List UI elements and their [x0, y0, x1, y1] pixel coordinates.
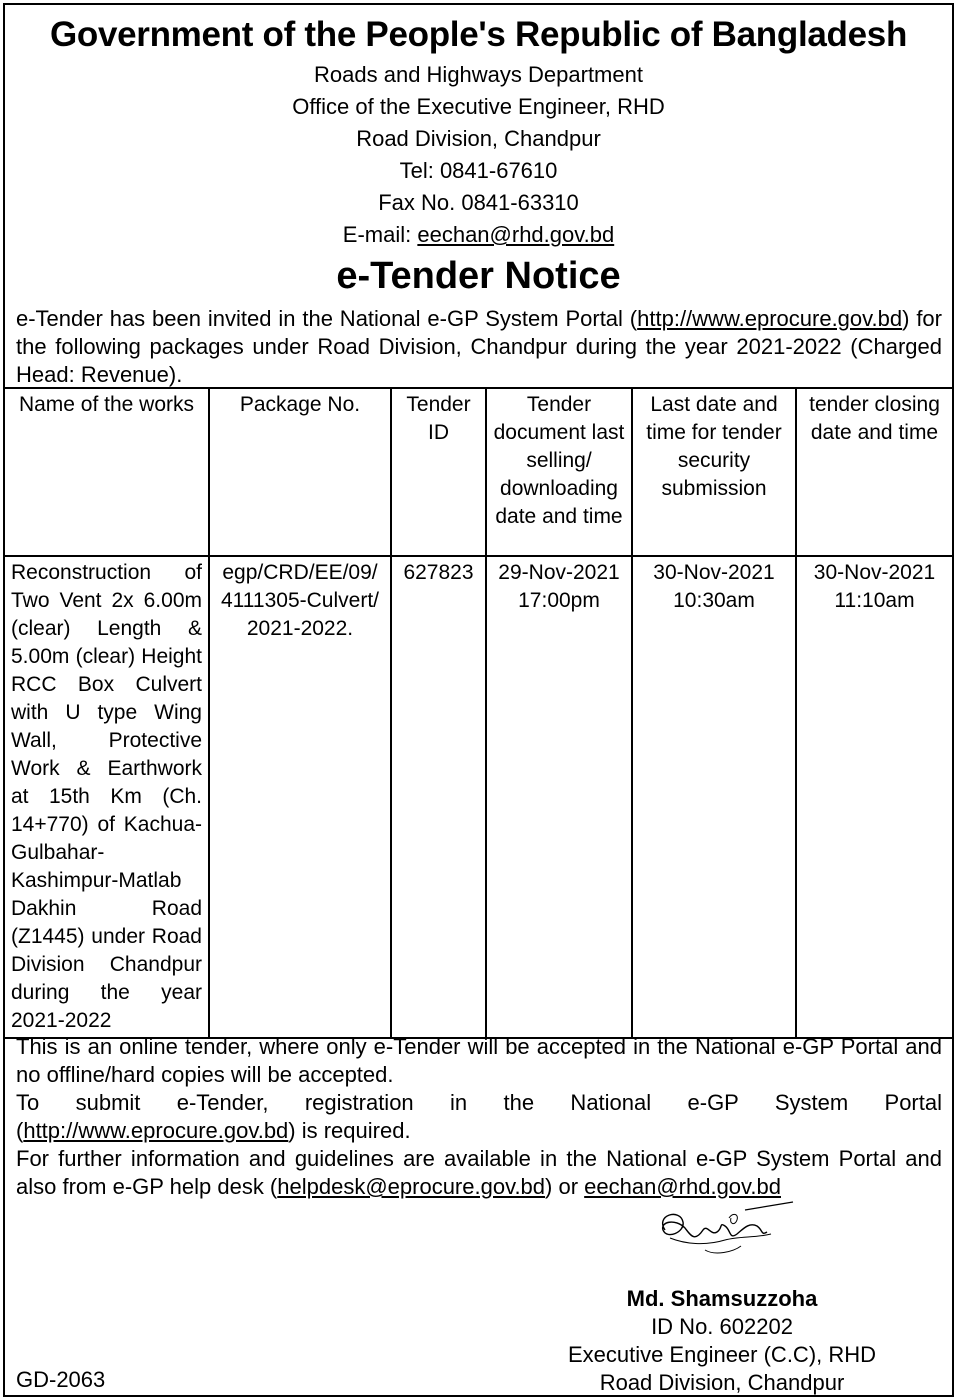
notice-title: e-Tender Notice: [336, 255, 621, 297]
header-tender-id: Tender ID: [391, 388, 486, 556]
fax-line: Fax No. 0841-63310: [378, 190, 579, 215]
department-line: Roads and Highways Department: [314, 62, 643, 87]
tender-notice-page: [3, 3, 954, 1397]
gd-code: GD-2063: [16, 1367, 106, 1392]
signatory-office: Road Division, Chandpur: [599, 1370, 845, 1395]
email-label: E-mail:: [342, 222, 418, 247]
table-header-row: [5, 388, 952, 556]
intro-text-1: e-Tender has been invited in the National e-GP System Portal (: [16, 306, 638, 331]
government-title: Government of the People's Republic of Bangladesh: [49, 15, 908, 54]
engineer-email-link[interactable]: eechan@rhd.gov.bd: [584, 1174, 781, 1199]
portal-link[interactable]: http://www.eprocure.gov.bd: [637, 306, 903, 331]
cell-security-submission: 30-Nov-2021 10:30am: [632, 556, 796, 1038]
online-tender-note: This is an online tender, where only e-Tender will be accepted in the National e-GP Portal and no offline/hard copies will be accepted.: [16, 1034, 942, 1087]
division-line: Road Division, Chandpur: [356, 126, 601, 151]
header-closing: tender closing date and time: [796, 388, 952, 556]
office-line: Office of the Executive Engineer, RHD: [292, 94, 665, 119]
registration-note-line1: To submit e-Tender, registration in the National e-GP System Portal: [16, 1090, 942, 1115]
registration-portal-link[interactable]: http://www.eprocure.gov.bd: [23, 1118, 289, 1143]
signatory-name: Md. Shamsuzzoha: [626, 1286, 818, 1311]
signatory-id: ID No. 602202: [651, 1314, 793, 1339]
header-package-no: Package No.: [209, 388, 391, 556]
intro-paragraph: [16, 305, 942, 389]
email-line: [5, 221, 952, 249]
tel-line: Tel: 0841-67610: [399, 158, 558, 183]
tender-table: [5, 387, 952, 1039]
header-email-link[interactable]: eechan@rhd.gov.bd: [417, 222, 615, 247]
signature-image: [645, 1200, 795, 1265]
header-doc-selling: Tender document last selling/ downloading date and time: [486, 388, 632, 556]
header-name-of-works: Name of the works: [5, 388, 209, 556]
cell-works: Reconstruction of Two Vent 2x 6.00m (clear) Length & 5.00m (clear) Height RCC Box Culvert with U type Wing Wall, Protective Work & Earthwork at 15th Km (Ch. 14+770) of Kachua-Gulbahar-Kashimpur-Matlab Dakhin Road (Z1445) under Road Division Chandpur during the year 2021-2022: [5, 556, 209, 1038]
further-info-note: [16, 1145, 942, 1201]
signatory-title: Executive Engineer (C.C), RHD: [567, 1342, 877, 1367]
cell-tender-id: 627823: [391, 556, 486, 1038]
intro-text-2: ) for the following packages under Road Division, Chandpur during the year 2021-2022 (Charged Head: Revenue).: [16, 306, 942, 387]
further-info-or: ) or: [545, 1174, 585, 1199]
cell-package-no: egp/CRD/EE/09/4111305-Culvert/2021-2022.: [209, 556, 391, 1038]
cell-doc-selling: 29-Nov-2021 17:00pm: [486, 556, 632, 1038]
registration-note-line2: (http://www.eprocure.gov.bd) is required.: [16, 1118, 411, 1143]
further-info-text: For further information and guidelines are available in the National e-GP System Portal and also from e-GP help desk (: [16, 1146, 942, 1199]
registration-note-end: ) is required.: [288, 1118, 411, 1143]
table-row: [5, 556, 952, 1038]
registration-note: [16, 1089, 942, 1145]
cell-closing: 30-Nov-2021 11:10am: [796, 556, 952, 1038]
signatory-block: [567, 1285, 877, 1397]
header-security-submission: Last date and time for tender security submission: [632, 388, 796, 556]
helpdesk-email-link[interactable]: helpdesk@eprocure.gov.bd: [277, 1174, 546, 1199]
